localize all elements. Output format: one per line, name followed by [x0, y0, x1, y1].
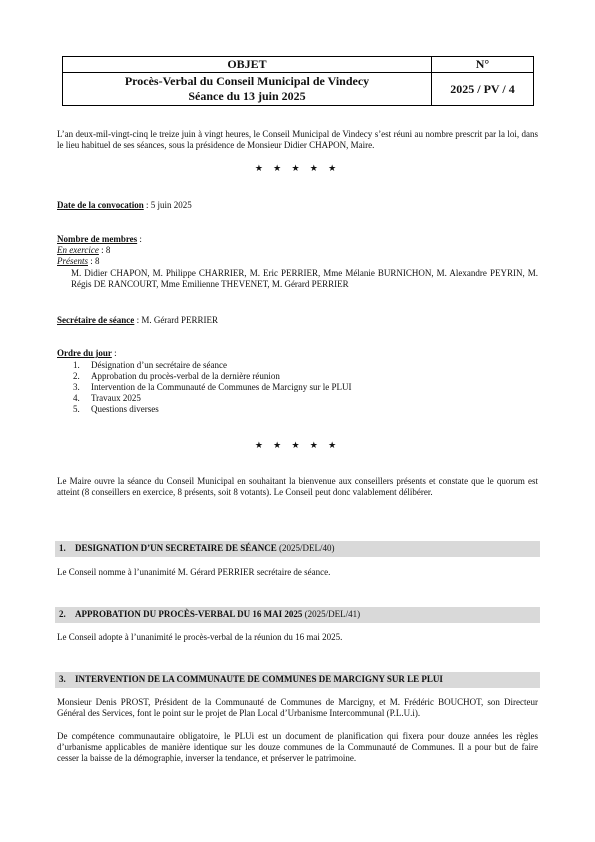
secretary-line: [57, 315, 538, 326]
agenda-item-text: Désignation d’un secrétaire de séance: [91, 360, 227, 370]
section-3-body: Monsieur Denis PROST, Président de la Communauté de Communes de Marcigny, et M. Frédéric BOUCHOT, son Directeur Général des Services, font le point sur le projet de Plan Local d’Urbanisme Intercommunal (P.L.U.i).: [57, 697, 538, 718]
agenda-label: Ordre du jour: [57, 348, 112, 358]
section-number: 2.: [59, 609, 66, 619]
agenda-item-text: Approbation du procès-verbal de la dernière réunion: [91, 371, 280, 381]
section-reference: (2025/DEL/40): [276, 543, 335, 553]
section-3-body-2: De compétence communautaire obligatoire, le PLUi est un document de planification qui fixera pour douze années les règles d’urbanisme applicables de manière identique sur les douze communes de la Communauté de Communes. Il a pour but de faire cesser la baisse de la démographie, inverser la tendance, et préserver le patrimoine.: [57, 731, 538, 763]
section-title: INTERVENTION DE LA COMMUNAUTE DE COMMUNES DE MARCIGNY SUR LE PLUI: [75, 674, 443, 684]
section-heading-2: [55, 607, 540, 623]
section-number: 3.: [59, 674, 66, 684]
section-title: DESIGNATION D’UN SECRETAIRE DE SÉANCE: [75, 543, 277, 553]
agenda-item-number: 2.: [73, 371, 80, 381]
agenda-item-text: Questions diverses: [91, 404, 159, 414]
section-title: APPROBATION DU PROCÈS-VERBAL DU 16 MAI 2025: [75, 609, 303, 619]
opening-paragraph: Le Maire ouvre la séance du Conseil Municipal en souhaitant la bienvenue aux conseillers présents et constate que le quorum est atteint (8 conseillers en exercice, 8 présents, soit 8 votants). Le Conseil peut donc valablement délibérer.: [57, 476, 538, 497]
convocation-line: [57, 200, 538, 211]
agenda-label-suffix: :: [111, 348, 117, 358]
intro-paragraph: L’an deux-mil-vingt-cinq le treize juin à vingt heures, le Conseil Municipal de Vindecy s’est réuni au nombre prescrit par la loi, dans le lieu habituel de ses séances, sous la présidence de Monsieur Didier CHAPON, Maire.: [57, 129, 538, 150]
section-reference: (2025/DEL/41): [302, 609, 361, 619]
presents-label: Présents: [57, 255, 88, 266]
document-title: [63, 73, 432, 106]
agenda-item: [73, 371, 351, 382]
agenda-item-number: 3.: [73, 382, 80, 392]
agenda-item-number: 1.: [73, 360, 80, 370]
title-line-2: Séance du 13 juin 2025: [188, 89, 306, 103]
section-1-body: Le Conseil nomme à l’unanimité M. Gérard PERRIER secrétaire de séance.: [57, 567, 331, 577]
agenda-item: [73, 393, 351, 404]
members-label-suffix: :: [137, 234, 142, 244]
members-names: M. Didier CHAPON, M. Philippe CHARRIER, M. Eric PERRIER, Mme Mélanie BURNICHON, M. Alexandre PEYRIN, M. Régis DE RANCOURT, Mme Emilienne THEVENET, M. Gérard PERRIER: [71, 268, 538, 289]
objet-label: OBJET: [63, 57, 432, 73]
agenda-item: [73, 404, 351, 415]
separator-stars: ★ ★ ★ ★ ★: [254, 163, 341, 173]
section-heading-3: [55, 672, 540, 688]
convocation-label: Date de la convocation: [57, 200, 144, 210]
agenda-list: [73, 360, 351, 415]
number-label: N°: [432, 57, 534, 73]
exercice-label: En exercice: [57, 244, 99, 255]
header-table: [62, 56, 534, 106]
agenda-item: [73, 382, 351, 393]
document-number: 2025 / PV / 4: [432, 73, 534, 106]
members-heading: [57, 234, 538, 267]
members-label: Nombre de membres: [57, 234, 138, 244]
secretary-value: : M. Gérard PERRIER: [134, 315, 219, 325]
title-line-1: Procès-Verbal du Conseil Municipal de Vindecy: [124, 74, 370, 88]
agenda-heading: [57, 348, 538, 359]
section-2-body: Le Conseil adopte à l’unanimité le procès-verbal de la réunion du 16 mai 2025.: [57, 632, 343, 642]
agenda-item-text: Intervention de la Communauté de Communes de Marcigny sur le PLUI: [91, 382, 352, 392]
agenda-item-number: 4.: [73, 393, 80, 403]
agenda-item-number: 5.: [73, 404, 80, 414]
secretary-label: Secrétaire de séance: [57, 315, 135, 325]
separator-stars: ★ ★ ★ ★ ★: [254, 440, 341, 450]
convocation-value: : 5 juin 2025: [143, 200, 192, 210]
agenda-item: [73, 360, 351, 371]
exercice-value: : 8: [98, 244, 111, 255]
presents-value: : 8: [88, 255, 100, 266]
section-number: 1.: [59, 543, 66, 553]
section-heading-1: [55, 541, 540, 557]
agenda-item-text: Travaux 2025: [91, 393, 141, 403]
